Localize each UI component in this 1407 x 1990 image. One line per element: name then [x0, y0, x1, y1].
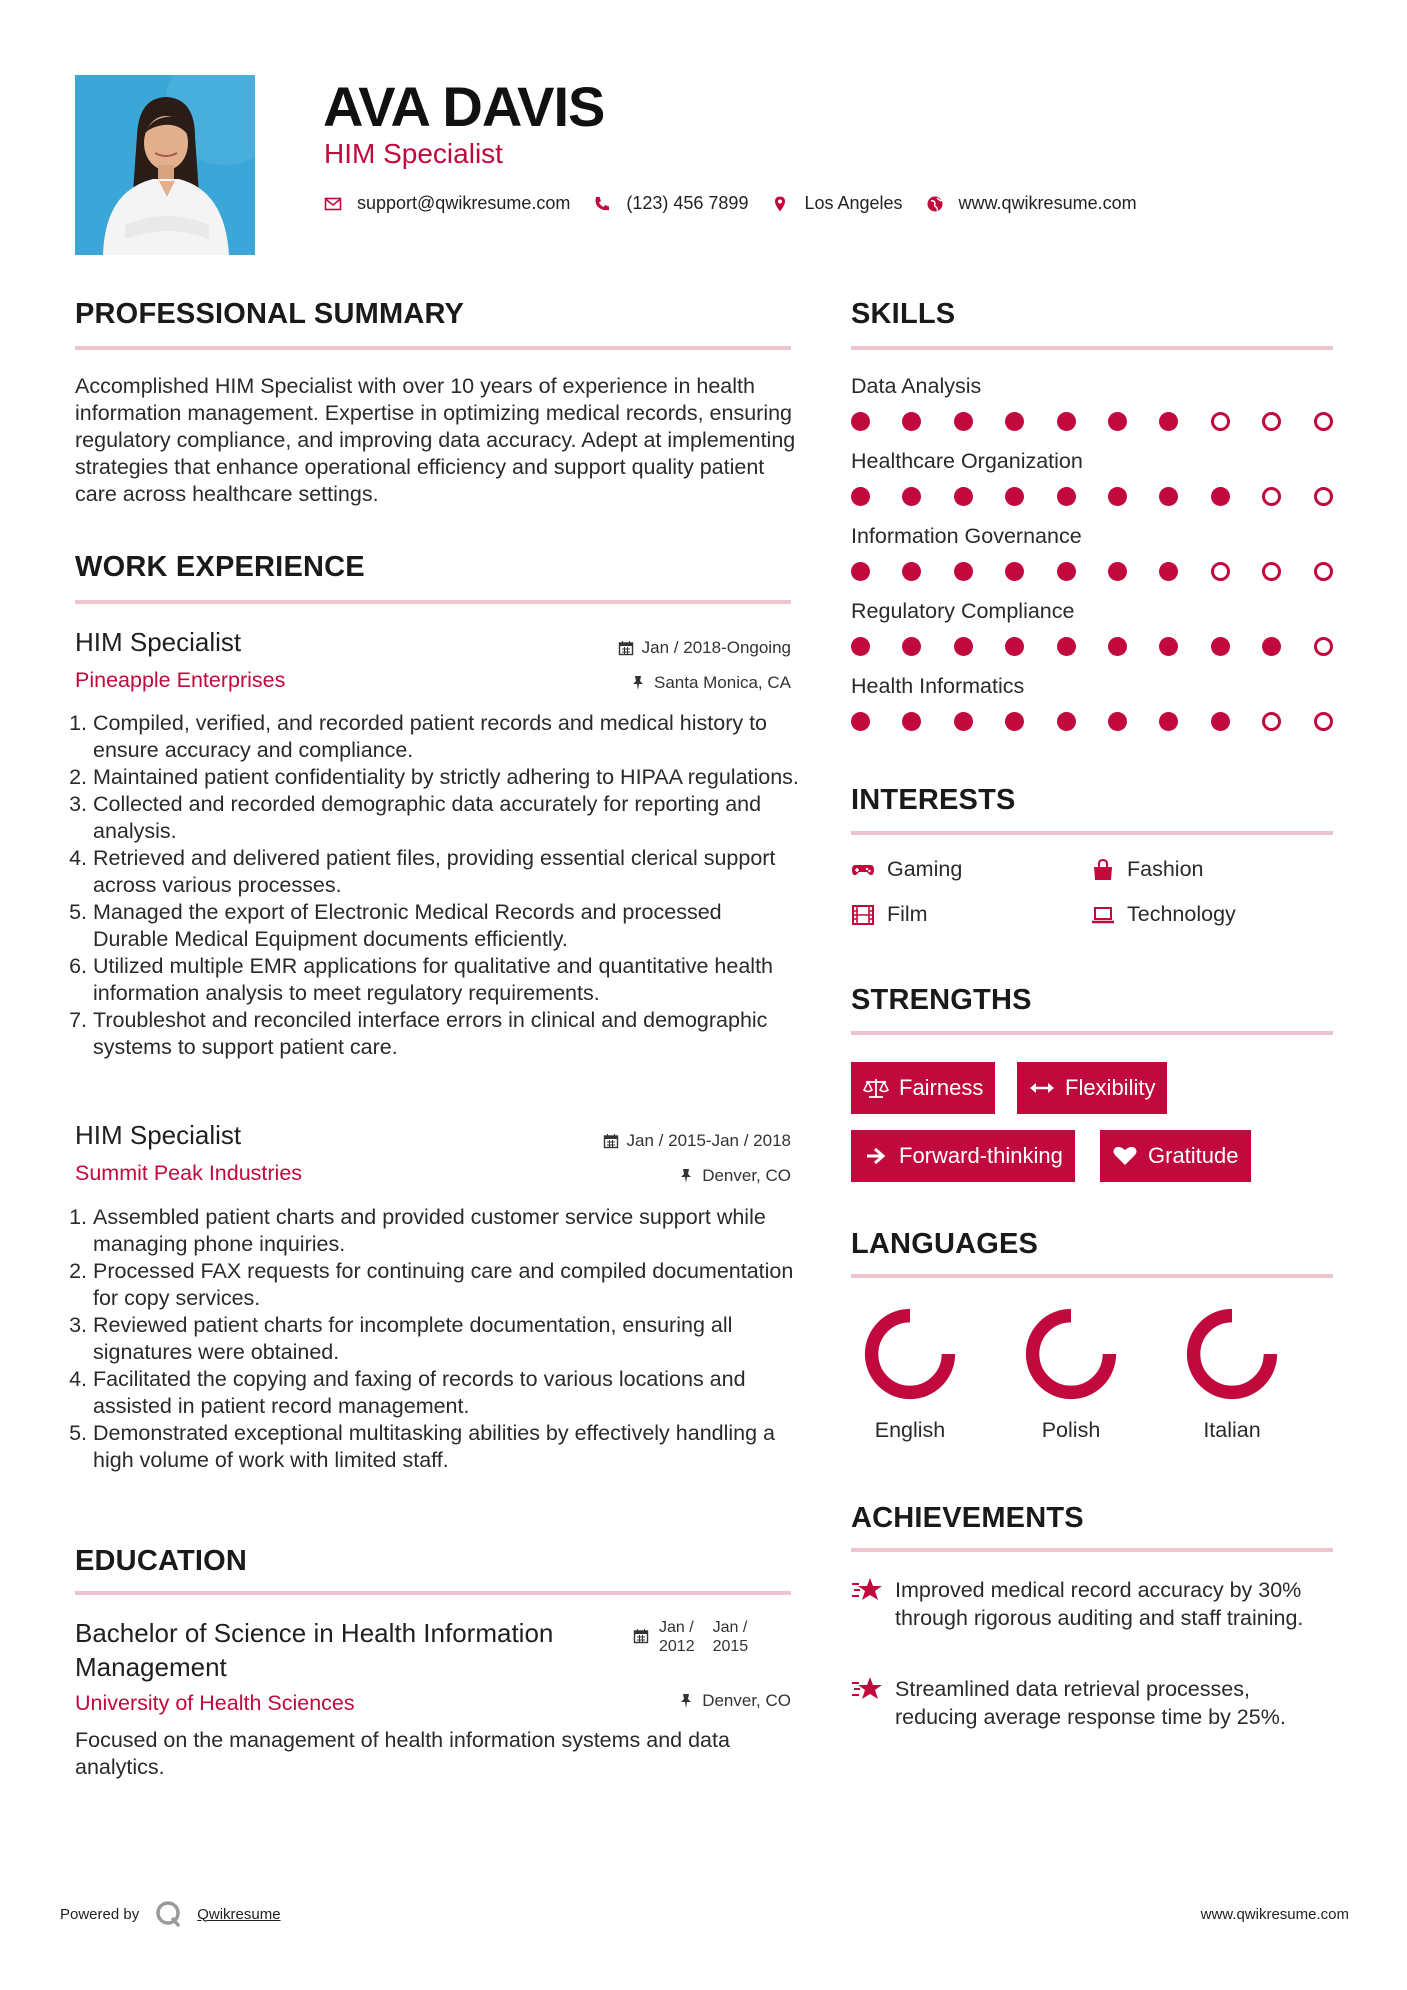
- education-description: Focused on the management of health information systems and data analytics.: [75, 1728, 730, 1779]
- rating-dot-filled: [1159, 637, 1178, 656]
- education-location: [678, 1691, 791, 1711]
- education-start: [659, 1618, 695, 1656]
- skill-4-name: Regulatory Compliance: [851, 599, 1075, 623]
- rating-dot-filled: [902, 487, 921, 506]
- contact-location: [770, 193, 902, 214]
- list-item: 2. Processed FAX requests for continuing care and compiled documentation for copy services.: [93, 1258, 800, 1312]
- language-name: Polish: [1041, 1418, 1101, 1442]
- strength-tag-gratitude: [1100, 1130, 1251, 1182]
- candidate-name: AVA DAVIS: [323, 75, 605, 138]
- job-1-company: Pineapple Enterprises: [75, 668, 286, 692]
- rating-dot-filled: [851, 487, 870, 506]
- rating-dot-filled: [1211, 712, 1230, 731]
- interests-rule: [851, 831, 1333, 835]
- education-rule: [75, 1591, 791, 1595]
- rating-dot-filled: [1057, 562, 1076, 581]
- rating-dot-filled: [1211, 487, 1230, 506]
- rating-dot-filled: [1005, 637, 1024, 656]
- language-english: [850, 1306, 970, 1443]
- achievement-2: [851, 1675, 1321, 1731]
- job-1-dates-text: Jan / 2018-Ongoing: [641, 638, 791, 657]
- rating-dot-filled: [1005, 412, 1024, 431]
- job-2-location-text: Denver, CO: [702, 1166, 791, 1185]
- skill-4-rating: [851, 637, 1333, 657]
- list-item: 6. Utilized multiple EMR applications for qualitative and quantitative health information analysis to meet regulatory requirements.: [93, 953, 800, 1007]
- job-2-location: [678, 1166, 791, 1186]
- rating-dot-filled: [1005, 712, 1024, 731]
- rating-dot-filled: [1159, 412, 1178, 431]
- rating-dot-filled: [1005, 562, 1024, 581]
- rating-dot-filled: [851, 562, 870, 581]
- strength-label: Fairness: [899, 1075, 984, 1100]
- profile-photo: [75, 75, 255, 255]
- rating-dot-empty: [1211, 412, 1230, 431]
- globe-icon: [925, 194, 945, 214]
- interest-gaming: [851, 857, 962, 882]
- list-item: 1. Assembled patient charts and provided customer service support while managing phone inquiries.: [93, 1204, 800, 1258]
- powered-by-text: Powered by: [60, 1905, 140, 1923]
- rating-dot-filled: [1005, 487, 1024, 506]
- qwikresume-logo-icon: [155, 1900, 183, 1928]
- list-item: 4. Retrieved and delivered patient files, providing essential clerical support across various processes.: [93, 845, 800, 899]
- education-end: [713, 1618, 749, 1656]
- job-2-dates-text: Jan / 2015-Jan / 2018: [626, 1131, 791, 1150]
- candidate-title: HIM Specialist: [324, 138, 503, 169]
- phone-icon: [592, 194, 612, 214]
- interest-fashion: [1091, 857, 1204, 882]
- language-polish: [1011, 1306, 1131, 1443]
- language-name: Italian: [1203, 1418, 1261, 1442]
- pin-icon: [678, 1693, 694, 1709]
- calendar-icon: [633, 1628, 649, 1644]
- language-name: English: [874, 1418, 946, 1442]
- rating-dot-filled: [1057, 487, 1076, 506]
- rating-dot-empty: [1314, 712, 1333, 731]
- summary-rule: [75, 346, 791, 350]
- languages-heading: LANGUAGES: [851, 1228, 1039, 1260]
- contact-email[interactable]: [323, 193, 570, 214]
- strength-label: Flexibility: [1065, 1075, 1156, 1100]
- skill-3-rating: [851, 562, 1333, 582]
- rating-dot-empty: [1314, 637, 1333, 656]
- summary-text: Accomplished HIM Specialist with over 10 years of experience in health information management. Expertise in optimizing medical records, ensuring regulatory compliance, and improving data accuracy. Adept at implementing strategies that enhance operational efficiency and support quality patient care across healthcare settings.: [75, 374, 796, 506]
- rating-dot-filled: [902, 712, 921, 731]
- list-item: 7. Troubleshot and reconciled interface errors in clinical and demographic systems to support patient care.: [93, 1007, 800, 1061]
- gamepad-icon: [851, 858, 875, 882]
- rating-dot-filled: [1108, 562, 1127, 581]
- balance-scale-icon: [863, 1077, 889, 1099]
- rating-dot-empty: [1262, 712, 1281, 731]
- rating-dot-filled: [1057, 412, 1076, 431]
- education-start-month: Jan /: [659, 1619, 694, 1636]
- summary-heading: PROFESSIONAL SUMMARY: [75, 298, 465, 330]
- interest-label: Film: [887, 902, 928, 926]
- rating-dot-filled: [1108, 412, 1127, 431]
- rating-dot-filled: [954, 712, 973, 731]
- calendar-icon: [603, 1133, 619, 1149]
- list-item: 4. Facilitated the copying and faxing of records to various locations and assisted in patient record management.: [93, 1366, 800, 1420]
- achievements-heading: ACHIEVEMENTS: [851, 1502, 1084, 1534]
- interests-heading: INTERESTS: [851, 784, 1016, 816]
- strength-label: Forward-thinking: [899, 1143, 1063, 1168]
- rating-dot-filled: [1108, 637, 1127, 656]
- rating-dot-empty: [1314, 487, 1333, 506]
- email-text: support@qwikresume.com: [357, 193, 571, 213]
- skill-1-rating: [851, 412, 1333, 432]
- rating-dot-empty: [1314, 412, 1333, 431]
- rating-dot-filled: [1159, 487, 1178, 506]
- contact-phone[interactable]: [592, 193, 748, 214]
- skills-rule: [851, 346, 1333, 350]
- footer-powered-by: [60, 1900, 281, 1928]
- website-text: www.qwikresume.com: [958, 193, 1137, 213]
- arrows-horizontal-icon: [1029, 1077, 1055, 1099]
- education-heading: EDUCATION: [75, 1545, 248, 1577]
- contact-bar: [323, 193, 1159, 214]
- education-start-year: 2012: [659, 1638, 695, 1655]
- envelope-icon: [323, 194, 343, 214]
- language-italian: [1172, 1306, 1292, 1443]
- strength-label: Gratitude: [1148, 1143, 1239, 1168]
- rating-dot-empty: [1211, 562, 1230, 581]
- calendar-icon: [618, 640, 634, 656]
- education-dates: [633, 1618, 766, 1656]
- job-1-dates: [618, 638, 791, 658]
- list-item: 2. Maintained patient confidentiality by strictly adhering to HIPAA regulations.: [93, 764, 800, 791]
- skill-1-name: Data Analysis: [851, 374, 982, 398]
- skill-5-rating: [851, 712, 1333, 732]
- heart-icon: [1112, 1145, 1138, 1167]
- pin-icon: [678, 1168, 694, 1184]
- education-end-month: Jan /: [712, 1619, 748, 1636]
- interest-film: [851, 902, 928, 927]
- skill-2-rating: [851, 487, 1333, 507]
- school-name: University of Health Sciences: [75, 1691, 355, 1715]
- rating-dot-filled: [851, 712, 870, 731]
- list-item: 1. Compiled, verified, and recorded patient records and medical history to ensure accuracy and compliance.: [93, 710, 800, 764]
- interest-label: Technology: [1127, 902, 1236, 926]
- rating-dot-filled: [1108, 712, 1127, 731]
- rating-dot-filled: [954, 637, 973, 656]
- list-item: 3. Collected and recorded demographic data accurately for reporting and analysis.: [93, 791, 800, 845]
- degree-title: Bachelor of Science in Health Information Management: [75, 1618, 554, 1682]
- rating-dot-filled: [902, 637, 921, 656]
- pin-icon: [630, 675, 646, 691]
- skill-2-name: Healthcare Organization: [851, 449, 1083, 473]
- languages-rule: [851, 1274, 1333, 1278]
- rating-dot-filled: [1159, 712, 1178, 731]
- rating-dot-filled: [1108, 487, 1127, 506]
- achievement-1: [851, 1576, 1321, 1632]
- achievements-rule: [851, 1548, 1333, 1552]
- rating-dot-filled: [851, 637, 870, 656]
- list-item: 5. Demonstrated exceptional multitasking abilities by effectively handling a high volume of work with limited staff.: [93, 1420, 800, 1474]
- strengths-rule: [851, 1031, 1333, 1035]
- rating-dot-empty: [1262, 562, 1281, 581]
- skills-heading: SKILLS: [851, 298, 956, 330]
- list-item: 3. Reviewed patient charts for incomplete documentation, ensuring all signatures were obtained.: [93, 1312, 800, 1366]
- language-level-ring: [1184, 1306, 1280, 1402]
- star-icon: [851, 1576, 883, 1604]
- rating-dot-filled: [902, 412, 921, 431]
- rating-dot-filled: [902, 562, 921, 581]
- education-location-text: Denver, CO: [702, 1691, 791, 1710]
- rating-dot-empty: [1314, 562, 1333, 581]
- interest-label: Gaming: [887, 857, 963, 881]
- phone-text: (123) 456 7899: [626, 193, 749, 213]
- rating-dot-filled: [1159, 562, 1178, 581]
- job-1-bullets: [75, 710, 800, 1061]
- footer-url[interactable]: www.qwikresume.com: [1200, 1906, 1349, 1923]
- job-2-title: HIM Specialist: [75, 1120, 242, 1150]
- film-icon: [851, 903, 875, 927]
- contact-website[interactable]: [925, 193, 1137, 214]
- strength-tag-fairness: [851, 1062, 995, 1114]
- skill-3-name: Information Governance: [851, 524, 1082, 548]
- job-2-dates: [603, 1131, 791, 1151]
- job-1-location: [630, 673, 791, 693]
- rating-dot-filled: [1211, 637, 1230, 656]
- interest-technology: [1091, 902, 1236, 927]
- interest-label: Fashion: [1127, 857, 1204, 881]
- arrow-right-icon: [863, 1145, 889, 1167]
- rating-dot-filled: [1057, 712, 1076, 731]
- rating-dot-filled: [954, 562, 973, 581]
- job-2-company: Summit Peak Industries: [75, 1161, 303, 1185]
- achievement-text: Streamlined data retrieval processes, reducing average response time by 25%.: [895, 1677, 1286, 1729]
- rating-dot-filled: [954, 412, 973, 431]
- language-level-ring: [1023, 1306, 1119, 1402]
- strengths-heading: STRENGTHS: [851, 984, 1032, 1016]
- job-1-title: HIM Specialist: [75, 627, 242, 657]
- language-level-ring: [862, 1306, 958, 1402]
- shopping-bag-icon: [1091, 858, 1115, 882]
- list-item: 5. Managed the export of Electronic Medical Records and processed Durable Medical Equipment documents efficiently.: [93, 899, 800, 953]
- laptop-icon: [1091, 903, 1115, 927]
- rating-dot-filled: [1057, 637, 1076, 656]
- map-marker-icon: [770, 194, 790, 214]
- rating-dot-filled: [954, 487, 973, 506]
- rating-dot-empty: [1262, 412, 1281, 431]
- education-end-year: 2015: [712, 1638, 749, 1655]
- strength-tag-flexibility: [1017, 1062, 1167, 1114]
- job-2-bullets: [75, 1204, 800, 1474]
- rating-dot-filled: [1262, 637, 1281, 656]
- brand-link[interactable]: Qwikresume: [197, 1905, 281, 1923]
- work-rule: [75, 600, 791, 604]
- work-heading: WORK EXPERIENCE: [75, 551, 365, 583]
- location-text: Los Angeles: [804, 193, 903, 213]
- skill-5-name: Health Informatics: [851, 674, 1025, 698]
- strength-tag-forward-thinking: [851, 1130, 1075, 1182]
- rating-dot-empty: [1262, 487, 1281, 506]
- star-icon: [851, 1675, 883, 1703]
- achievement-text: Improved medical record accuracy by 30% through rigorous auditing and staff training.: [895, 1578, 1304, 1630]
- rating-dot-filled: [851, 412, 870, 431]
- job-1-location-text: Santa Monica, CA: [653, 673, 791, 692]
